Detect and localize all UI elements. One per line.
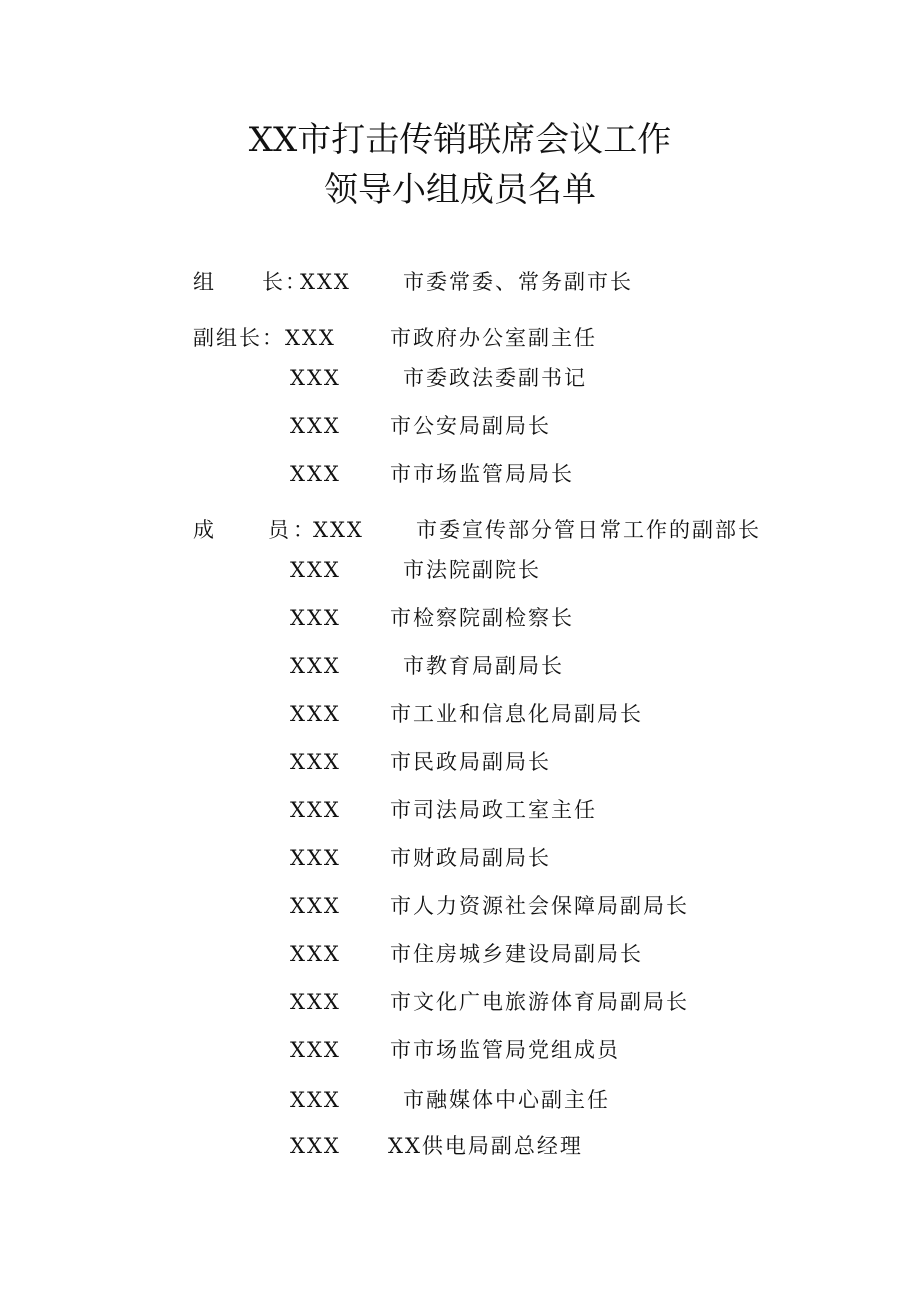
member-position: 市人力资源社会保障局副局长 — [390, 894, 689, 918]
member-position: 市文化广电旅游体育局副局长 — [390, 990, 689, 1014]
member-position: 市市场监管局党组成员 — [390, 1038, 620, 1062]
member-role: 成 员： — [193, 518, 318, 542]
member-position: XX供电局副总经理 — [388, 1134, 583, 1158]
member-name: XXX — [290, 654, 341, 678]
member-name: XXX — [290, 894, 341, 918]
member-name: XXX — [290, 942, 341, 966]
member-position: 市工业和信息化局副局长 — [390, 702, 643, 726]
member-name: XXX — [290, 846, 341, 870]
member-position: 市财政局副局长 — [390, 846, 551, 870]
member-name: XXX — [290, 606, 341, 630]
member-name: XXX — [290, 798, 341, 822]
member-position: 市教育局副局长 — [403, 654, 564, 678]
member-position: 市民政局副局长 — [390, 750, 551, 774]
member-name: XXX — [290, 366, 341, 390]
member-name: XXX — [290, 462, 341, 486]
member-position: 市公安局副局长 — [390, 414, 551, 438]
member-name: XXX — [300, 270, 351, 294]
member-name: XXX — [290, 1088, 341, 1112]
member-name: XXX — [290, 414, 341, 438]
member-name: XXX — [290, 990, 341, 1014]
member-position: 市住房城乡建设局副局长 — [390, 942, 643, 966]
member-name: XXX — [290, 750, 341, 774]
member-name: XXX — [313, 518, 364, 542]
title-line-1: XX市打击传销联席会议工作 — [248, 120, 672, 160]
member-position: 市法院副院长 — [403, 558, 541, 582]
member-name: XXX — [290, 702, 341, 726]
title-line-2: 领导小组成员名单 — [324, 170, 596, 210]
member-position: 市委常委、常务副市长 — [403, 270, 633, 294]
member-position: 市政府办公室副主任 — [390, 326, 597, 350]
member-name: XXX — [285, 326, 336, 350]
member-position: 市市场监管局局长 — [390, 462, 574, 486]
member-position: 市委宣传部分管日常工作的副部长 — [416, 518, 761, 542]
member-position: 市检察院副检察长 — [390, 606, 574, 630]
member-position: 市司法局政工室主任 — [390, 798, 597, 822]
member-name: XXX — [290, 1038, 341, 1062]
member-role: 组 长： — [193, 270, 308, 294]
member-position: 市融媒体中心副主任 — [403, 1088, 610, 1112]
member-name: XXX — [290, 1134, 341, 1158]
member-position: 市委政法委副书记 — [403, 366, 587, 390]
member-role: 副组长： — [193, 326, 285, 350]
member-name: XXX — [290, 558, 341, 582]
